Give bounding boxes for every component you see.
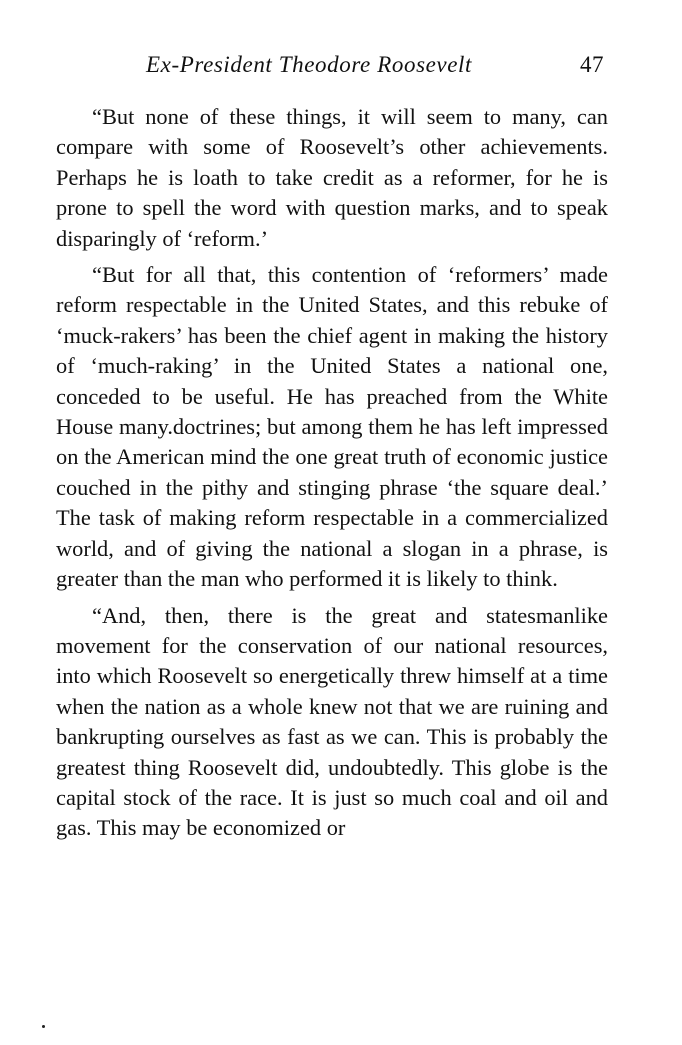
book-page bbox=[56, 52, 608, 850]
page-header bbox=[56, 52, 608, 88]
running-title: Ex-President Theodore Roosevelt bbox=[146, 52, 473, 77]
body-text bbox=[56, 102, 608, 844]
paragraph-3: “And, then, there is the great and statesmanlike movement for the conservation of our national resources, into which Roosevelt so energetically threw himself at a time when the nation as a whole knew not that we are ruining and bankrupting ourselves as fast as we can. This is probably the greatest thing Roosevelt did, undoubtedly. This globe is the capital stock of the race. It is just so much coal and oil and gas. This may be economized or bbox=[56, 602, 608, 841]
stray-mark bbox=[42, 1025, 45, 1028]
paragraph-2: “But for all that, this contention of ‘reformers’ made reform respectable in the United States, and this rebuke of ‘muck-rakers’ has been the chief agent in making the history of ‘much-raking’ in the United States a national one, conceded to be useful. He has preached from the White House many.doctrines; but among them he has left impressed on the American mind the one great truth of economic justice couched in the pithy and stinging phrase ‘the square deal.’ The task of making reform respectable in a commercialized world, and of giving the national a slogan in a phrase, is greater than the man who performed it is likely to think. bbox=[56, 262, 608, 592]
page-number: 47 bbox=[580, 52, 604, 77]
paragraph-1: “But none of these things, it will seem to many, can compare with some of Roosevelt’s other achievements. Perhaps he is loath to take credit as a reformer, for he is prone to spell the word with question marks, and to speak disparingly of ‘reform.’ bbox=[56, 104, 608, 251]
